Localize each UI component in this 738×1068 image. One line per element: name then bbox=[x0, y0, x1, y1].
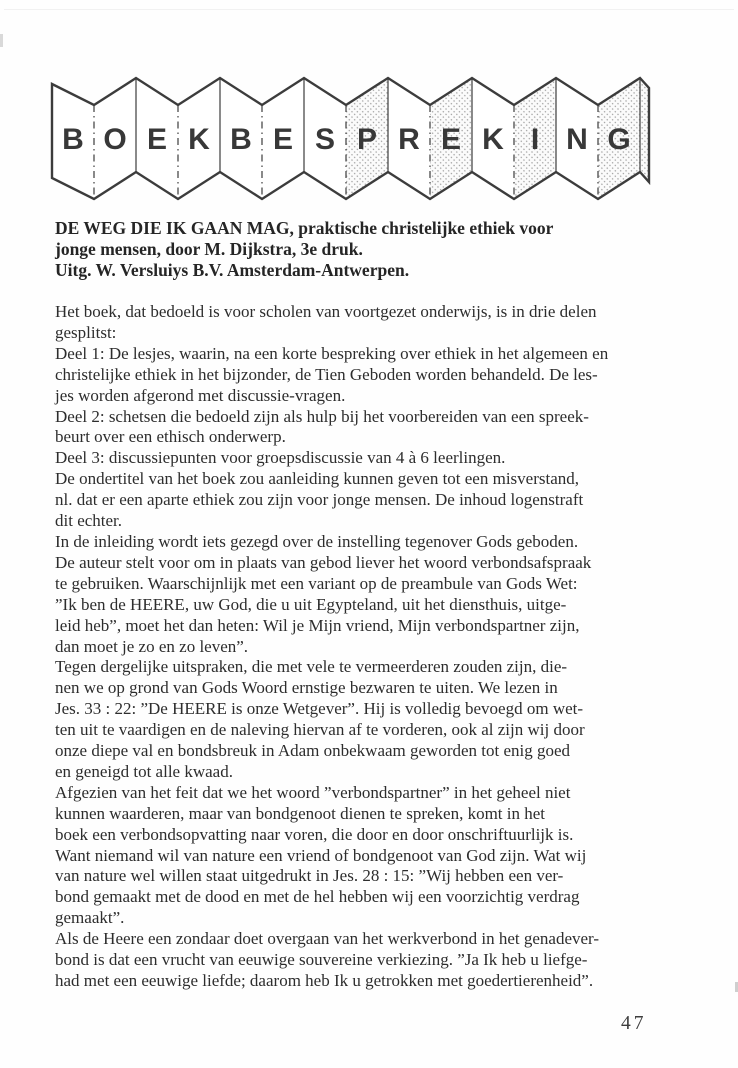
body-line: christelijke ethiek in het bijzonder, de Tien Geboden worden behandeld. De les- bbox=[55, 364, 598, 384]
body-line: Het boek, dat bedoeld is voor scholen van voortgezet onderwijs, is in drie delen bbox=[55, 302, 597, 321]
body-line: en geneigd tot alle kwaad. bbox=[55, 761, 233, 781]
body-line: bond gemaakt met de dood en met de hel hebben wij een voorzichtig verdrag bbox=[55, 887, 580, 907]
banner-end-fold bbox=[640, 78, 649, 182]
body-line: Deel 3: discussiepunten voor groepsdiscussie van 4 à 6 leerlingen. bbox=[55, 448, 506, 468]
body-line: leid heb”, moet het dan heten: Wil je Mijn vriend, Mijn verbondspartner zijn, bbox=[55, 615, 580, 635]
banner-letter: N bbox=[566, 123, 588, 156]
banner-letter: K bbox=[188, 123, 210, 156]
body-line: te gebruiken. Waarschijnlijk met een variant op de preambule van Gods Wet: bbox=[55, 573, 578, 593]
body-line: De ondertitel van het boek zou aanleiding kunnen geven tot een misverstand, bbox=[55, 469, 580, 489]
body-line: nl. dat er een aparte ethiek zou zijn voor jonge mensen. De inhoud logenstraft bbox=[55, 490, 584, 510]
body-line: gemaakt”. bbox=[55, 908, 125, 928]
banner-letter: P bbox=[356, 123, 378, 156]
body-line: bond is dat een vrucht van eeuwige souvereine verkiezing. ”Ja Ik heb u liefge- bbox=[55, 950, 588, 970]
body-line: boek een verbondsopvatting naar voren, die door en door onschriftuurlijk is. bbox=[55, 824, 574, 844]
banner-letter: S bbox=[314, 123, 336, 156]
body-line: had met een eeuwige liefde; daarom heb Ik u getrokken met goedertierenheid”. bbox=[55, 971, 594, 990]
banner-letter: G bbox=[607, 123, 631, 156]
body-line: ten uit te vaardigen en de naleving hiervan af te vorderen, ook al zijn wij door bbox=[55, 720, 585, 740]
banner-letter: K bbox=[482, 123, 504, 156]
body-line: Deel 1: De lesjes, waarin, na een korte bespreking over ethiek in het algemeen en bbox=[55, 343, 609, 363]
banner-letter: E bbox=[272, 123, 294, 156]
body-line: Als de Heere een zondaar doet overgaan van het werkverbond in het genadever- bbox=[55, 929, 600, 949]
banner-letter: B bbox=[62, 123, 84, 156]
banner-letter: O bbox=[103, 123, 127, 156]
review-heading bbox=[55, 218, 675, 281]
body-line: Want niemand wil van nature een vriend of bondgenoot van God zijn. Wat wij bbox=[55, 845, 587, 865]
body-line: van nature wel willen staat uitgedrukt in Jes. 28 : 15: ”Wij hebben een ver- bbox=[55, 866, 564, 886]
body-line: dit echter. bbox=[55, 511, 123, 531]
body-line: Tegen dergelijke uitspraken, die met vele te vermeerderen zouden zijn, die- bbox=[55, 657, 568, 677]
body-line: jes worden afgerond met discussie-vragen. bbox=[55, 385, 346, 405]
body-line: kunnen waarderen, maar van bondgenoot dienen te spreken, komt in het bbox=[55, 803, 546, 823]
body-line: gesplitst: bbox=[55, 322, 117, 342]
banner-letter: I bbox=[530, 123, 540, 156]
page-number: 47 bbox=[621, 1013, 647, 1034]
body-line: dan moet je zo en zo leven”. bbox=[55, 636, 249, 656]
banner-letter: B bbox=[230, 123, 252, 156]
body-text bbox=[55, 302, 705, 992]
body-line: ”Ik ben de HEERE, uw God, die u uit Egypteland, uit het diensthuis, uitge- bbox=[55, 594, 567, 614]
heading-line: DE WEG DIE IK GAAN MAG, praktische christelijke ethiek voor bbox=[55, 218, 554, 238]
body-line: onze diepe val en bondsbreuk in Adam onbekwaam geworden tot enig goed bbox=[55, 741, 571, 761]
heading-line: jonge mensen, door M. Dijkstra, 3e druk. bbox=[55, 239, 363, 259]
boekbespreking-banner bbox=[0, 0, 738, 230]
body-line: nen we op grond van Gods Woord ernstige bezwaren te uiten. We lezen in bbox=[55, 678, 558, 698]
body-line: Jes. 33 : 22: ”De HEERE is onze Wetgever”. Hij is volledig bevoegd om wet- bbox=[55, 699, 584, 719]
body-line: Afgezien van het feit dat we het woord ”verbondspartner” in het geheel niet bbox=[55, 782, 571, 802]
body-line: Deel 2: schetsen die bedoeld zijn als hulp bij het voorbereiden van een spreek- bbox=[55, 406, 589, 426]
body-line: beurt over een ethisch onderwerp. bbox=[55, 427, 286, 447]
banner-letter: R bbox=[398, 123, 420, 156]
banner-letter: E bbox=[440, 123, 462, 156]
body-line: In de inleiding wordt iets gezegd over de instelling tegenover Gods geboden. bbox=[55, 531, 579, 551]
heading-line: Uitg. W. Versluiys B.V. Amsterdam-Antwerpen. bbox=[55, 260, 410, 280]
body-line: De auteur stelt voor om in plaats van gebod liever het woord verbondsafspraak bbox=[55, 552, 592, 572]
banner-letter: E bbox=[146, 123, 168, 156]
